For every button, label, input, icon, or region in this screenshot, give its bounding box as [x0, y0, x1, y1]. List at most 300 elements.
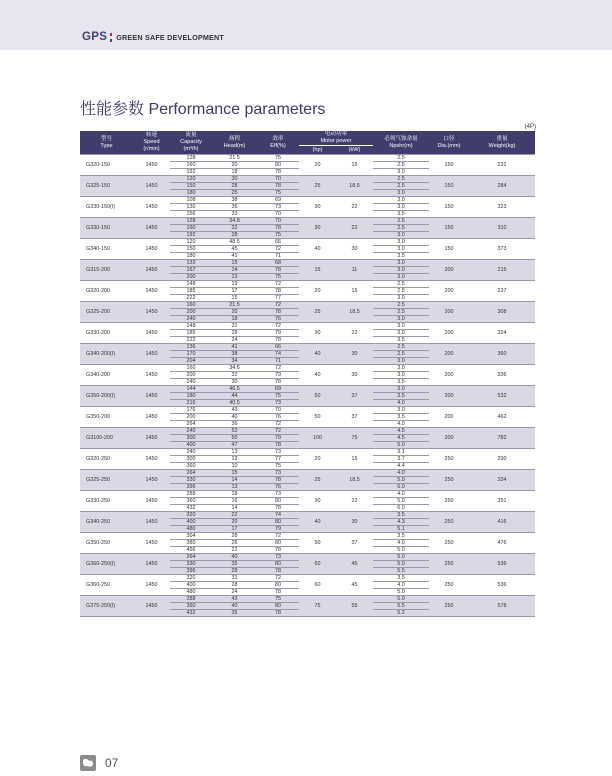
weight-cell: 782: [469, 428, 535, 449]
header-kw: (kW): [336, 146, 373, 155]
header-diameter: 口径 Dia.(mm): [429, 131, 469, 155]
head-cell: 45: [212, 246, 257, 253]
npshr-cell: 3.5: [373, 393, 429, 400]
hp-cell: 30: [299, 491, 336, 512]
npshr-cell: 3.0: [373, 330, 429, 337]
speed-cell: 1450: [133, 491, 170, 512]
efficiency-cell: 72: [257, 421, 299, 428]
head-cell: 24: [212, 337, 257, 344]
speed-cell: 1450: [133, 281, 170, 302]
table-row: [80, 176, 535, 183]
kw-cell: 18.5: [336, 470, 373, 491]
npshr-cell: 2.5: [373, 309, 429, 316]
speed-cell: 1450: [133, 323, 170, 344]
capacity-cell: 160: [170, 365, 212, 372]
efficiency-cell: 79: [257, 435, 299, 442]
npshr-cell: 2.5: [373, 162, 429, 169]
efficiency-cell: 78: [257, 337, 299, 344]
model-cell: G360-250: [80, 575, 133, 596]
diameter-cell: 200: [429, 407, 469, 428]
efficiency-cell: 79: [257, 330, 299, 337]
hp-cell: 30: [299, 218, 336, 239]
kw-cell: 22: [336, 197, 373, 218]
kw-cell: 75: [336, 428, 373, 449]
efficiency-cell: 75: [257, 463, 299, 470]
efficiency-cell: 78: [257, 169, 299, 176]
head-cell: 47: [212, 442, 257, 449]
speed-cell: 1450: [133, 596, 170, 617]
capacity-cell: 222: [170, 337, 212, 344]
weight-cell: 532: [469, 386, 535, 407]
head-cell: 28: [212, 582, 257, 589]
npshr-cell: 3.5: [373, 533, 429, 540]
hp-cell: 30: [299, 323, 336, 344]
efficiency-cell: 75: [257, 393, 299, 400]
npshr-cell: 3.0: [373, 386, 429, 393]
diameter-cell: 150: [429, 197, 469, 218]
hp-cell: 60: [299, 575, 336, 596]
capacity-cell: 180: [170, 190, 212, 197]
table-row: [80, 344, 535, 351]
head-cell: 19: [212, 281, 257, 288]
efficiency-cell: 73: [257, 400, 299, 407]
npshr-cell: 2.5: [373, 176, 429, 183]
efficiency-cell: 78: [257, 568, 299, 575]
head-cell: 40: [212, 414, 257, 421]
model-cell: G375-250(I): [80, 596, 133, 617]
weight-cell: 237: [469, 281, 535, 302]
efficiency-cell: 78: [257, 505, 299, 512]
head-cell: 13: [212, 274, 257, 281]
head-cell: 28: [212, 533, 257, 540]
capacity-cell: 160: [170, 225, 212, 232]
table-row: [80, 302, 535, 309]
efficiency-cell: 72: [257, 323, 299, 330]
capacity-cell: 200: [170, 372, 212, 379]
header-model: 型号 Type: [80, 131, 133, 155]
head-cell: 22: [212, 547, 257, 554]
model-cell: G325-150: [80, 176, 133, 197]
hp-cell: 20: [299, 155, 336, 176]
head-cell: 15: [212, 295, 257, 302]
efficiency-cell: 76: [257, 316, 299, 323]
hp-cell: 60: [299, 554, 336, 575]
head-cell: 21.5: [212, 155, 257, 162]
table-row: [80, 575, 535, 582]
npshr-cell: 3.0: [373, 372, 429, 379]
diameter-cell: 250: [429, 533, 469, 554]
diameter-cell: 250: [429, 512, 469, 533]
model-cell: G350-200: [80, 407, 133, 428]
kw-cell: 15: [336, 449, 373, 470]
diameter-cell: 150: [429, 239, 469, 260]
npshr-cell: 5.0: [373, 442, 429, 449]
efficiency-cell: 78: [257, 309, 299, 316]
weight-cell: 373: [469, 239, 535, 260]
hp-cell: 50: [299, 407, 336, 428]
npshr-cell: 3.0: [373, 295, 429, 302]
efficiency-cell: 75: [257, 190, 299, 197]
head-cell: 25: [212, 190, 257, 197]
efficiency-cell: 73: [257, 491, 299, 498]
capacity-cell: 160: [170, 302, 212, 309]
capacity-cell: 360: [170, 463, 212, 470]
efficiency-cell: 76: [257, 484, 299, 491]
npshr-cell: 4.3: [373, 519, 429, 526]
efficiency-cell: 72: [257, 533, 299, 540]
speed-cell: 1450: [133, 239, 170, 260]
npshr-cell: 3.0: [373, 239, 429, 246]
speed-cell: 1450: [133, 197, 170, 218]
weight-cell: 336: [469, 365, 535, 386]
weight-cell: 536: [469, 554, 535, 575]
kw-cell: 18.5: [336, 176, 373, 197]
weight-cell: 308: [469, 302, 535, 323]
kw-cell: 37: [336, 407, 373, 428]
capacity-cell: 167: [170, 267, 212, 274]
npshr-cell: 3.7: [373, 456, 429, 463]
table-row: [80, 197, 535, 204]
speed-cell: 1450: [133, 386, 170, 407]
npshr-cell: 2.5: [373, 351, 429, 358]
efficiency-cell: 79: [257, 372, 299, 379]
efficiency-cell: 66: [257, 344, 299, 351]
hp-cell: 100: [299, 428, 336, 449]
capacity-cell: 480: [170, 589, 212, 596]
capacity-cell: 200: [170, 274, 212, 281]
page-number: 07: [105, 756, 119, 770]
table-row: [80, 323, 535, 330]
model-cell: G340-200: [80, 365, 133, 386]
npshr-cell: 4.5: [373, 428, 429, 435]
head-cell: 14: [212, 477, 257, 484]
capacity-cell: 264: [170, 421, 212, 428]
table-row: [80, 218, 535, 225]
hp-cell: 40: [299, 365, 336, 386]
table-row: [80, 365, 535, 372]
kw-cell: 30: [336, 344, 373, 365]
header-efficiency: 效率 Eff(%): [257, 131, 299, 155]
npshr-cell: 2.5: [373, 225, 429, 232]
efficiency-cell: 70: [257, 211, 299, 218]
capacity-cell: 304: [170, 533, 212, 540]
page-title: 性能参数 Performance parameters: [80, 101, 326, 118]
efficiency-cell: 80: [257, 498, 299, 505]
efficiency-cell: 77: [257, 295, 299, 302]
efficiency-cell: 75: [257, 274, 299, 281]
header-speed: 转速 Speed (r/min): [133, 131, 170, 155]
efficiency-cell: 70: [257, 218, 299, 225]
speed-cell: 1450: [133, 575, 170, 596]
capacity-cell: 192: [170, 169, 212, 176]
efficiency-cell: 75: [257, 155, 299, 162]
capacity-cell: 264: [170, 554, 212, 561]
efficiency-cell: 76: [257, 414, 299, 421]
npshr-cell: 3.0: [373, 323, 429, 330]
capacity-cell: 240: [170, 428, 212, 435]
model-cell: G340-200(I): [80, 344, 133, 365]
weight-cell: 476: [469, 533, 535, 554]
npshr-cell: 6.0: [373, 484, 429, 491]
head-cell: 41: [212, 253, 257, 260]
capacity-cell: 400: [170, 519, 212, 526]
weight-cell: 324: [469, 323, 535, 344]
npshr-cell: 3.0: [373, 260, 429, 267]
kw-cell: 30: [336, 512, 373, 533]
efficiency-cell: 71: [257, 358, 299, 365]
npshr-cell: 3.0: [373, 246, 429, 253]
npshr-cell: 5.0: [373, 498, 429, 505]
head-cell: 32: [212, 225, 257, 232]
head-cell: 40: [212, 603, 257, 610]
npshr-cell: 3.0: [373, 267, 429, 274]
efficiency-cell: 66: [257, 239, 299, 246]
npshr-cell: 3.0: [373, 274, 429, 281]
head-cell: 28: [212, 330, 257, 337]
kw-cell: 30: [336, 239, 373, 260]
table-row: [80, 533, 535, 540]
diameter-cell: 250: [429, 470, 469, 491]
head-cell: 38: [212, 197, 257, 204]
npshr-cell: 5.2: [373, 610, 429, 617]
npshr-cell: 2.5: [373, 288, 429, 295]
efficiency-cell: 78: [257, 610, 299, 617]
head-cell: 21.5: [212, 302, 257, 309]
efficiency-cell: 72: [257, 365, 299, 372]
efficiency-cell: 70: [257, 407, 299, 414]
kw-cell: 55: [336, 596, 373, 617]
npshr-cell: 6.0: [373, 505, 429, 512]
performance-table-body: [80, 155, 535, 617]
capacity-cell: 396: [170, 484, 212, 491]
weight-cell: 536: [469, 575, 535, 596]
diameter-cell: 150: [429, 176, 469, 197]
hp-cell: 25: [299, 470, 336, 491]
speed-cell: 1450: [133, 302, 170, 323]
speed-cell: 1450: [133, 344, 170, 365]
capacity-cell: 180: [170, 393, 212, 400]
efficiency-cell: 78: [257, 477, 299, 484]
capacity-cell: 264: [170, 470, 212, 477]
npshr-cell: 3.0: [373, 358, 429, 365]
npshr-cell: 4.4: [373, 463, 429, 470]
hp-cell: 50: [299, 386, 336, 407]
table-row: [80, 407, 535, 414]
efficiency-cell: 78: [257, 183, 299, 190]
hp-cell: 40: [299, 239, 336, 260]
efficiency-cell: 78: [257, 547, 299, 554]
npshr-cell: 3.0: [373, 232, 429, 239]
head-cell: 15: [212, 470, 257, 477]
head-cell: 43: [212, 407, 257, 414]
table-row: [80, 554, 535, 561]
head-cell: 36: [212, 421, 257, 428]
brand-logo: [82, 31, 224, 43]
capacity-cell: 148: [170, 323, 212, 330]
efficiency-cell: 72: [257, 281, 299, 288]
weight-cell: 284: [469, 176, 535, 197]
model-cell: G330-200: [80, 323, 133, 344]
model-cell: G320-250: [80, 449, 133, 470]
efficiency-cell: 72: [257, 246, 299, 253]
hp-cell: 50: [299, 533, 336, 554]
model-cell: G340-250: [80, 512, 133, 533]
efficiency-cell: 75: [257, 232, 299, 239]
efficiency-cell: 73: [257, 554, 299, 561]
npshr-cell: 4.0: [373, 421, 429, 428]
kw-cell: 11: [336, 260, 373, 281]
model-cell: G350-200(I): [80, 386, 133, 407]
weight-cell: 462: [469, 407, 535, 428]
model-cell: G325-250: [80, 470, 133, 491]
efficiency-cell: 78: [257, 225, 299, 232]
head-cell: 28: [212, 568, 257, 575]
npshr-cell: 5.0: [373, 589, 429, 596]
npshr-cell: 5.0: [373, 554, 429, 561]
efficiency-cell: 73: [257, 204, 299, 211]
model-cell: G325-200: [80, 302, 133, 323]
capacity-cell: 222: [170, 295, 212, 302]
hp-cell: 25: [299, 302, 336, 323]
npshr-cell: 5.0: [373, 477, 429, 484]
pole-note: (4P): [524, 124, 536, 130]
npshr-cell: 3.1: [373, 449, 429, 456]
capacity-cell: 330: [170, 477, 212, 484]
header-weight: 重量 Weight(kg): [469, 131, 535, 155]
speed-cell: 1450: [133, 449, 170, 470]
efficiency-cell: 75: [257, 596, 299, 603]
npshr-cell: 3.5: [373, 337, 429, 344]
npshr-cell: 3.5: [373, 575, 429, 582]
table-row: [80, 428, 535, 435]
npshr-cell: 2.5: [373, 281, 429, 288]
head-cell: 24: [212, 589, 257, 596]
efficiency-cell: 74: [257, 512, 299, 519]
capacity-cell: 330: [170, 561, 212, 568]
header-motor-power: 电动功率 Motor power: [299, 131, 373, 146]
npshr-cell: 3.0: [373, 169, 429, 176]
speed-cell: 1450: [133, 554, 170, 575]
table-row: [80, 470, 535, 477]
logo-mark-icon: [110, 33, 112, 42]
efficiency-cell: 72: [257, 428, 299, 435]
head-cell: 31: [212, 575, 257, 582]
npshr-cell: 2.5: [373, 155, 429, 162]
table-row: [80, 239, 535, 246]
head-cell: 36: [212, 204, 257, 211]
diameter-cell: 150: [429, 155, 469, 176]
capacity-cell: 240: [170, 316, 212, 323]
speed-cell: 1450: [133, 260, 170, 281]
head-cell: 17: [212, 526, 257, 533]
head-cell: 20: [212, 309, 257, 316]
head-cell: 50: [212, 435, 257, 442]
diameter-cell: 250: [429, 596, 469, 617]
capacity-cell: 432: [170, 610, 212, 617]
capacity-cell: 240: [170, 379, 212, 386]
weight-cell: 323: [469, 197, 535, 218]
efficiency-cell: 70: [257, 176, 299, 183]
npshr-cell: 2.5: [373, 302, 429, 309]
head-cell: 13: [212, 484, 257, 491]
head-cell: 17: [212, 288, 257, 295]
kw-cell: 22: [336, 491, 373, 512]
weight-cell: 290: [469, 449, 535, 470]
head-cell: 52: [212, 428, 257, 435]
head-cell: 40.5: [212, 400, 257, 407]
npshr-cell: 4.5: [373, 435, 429, 442]
efficiency-cell: 78: [257, 267, 299, 274]
head-cell: 28: [212, 183, 257, 190]
hp-cell: 40: [299, 512, 336, 533]
npshr-cell: 3.5: [373, 379, 429, 386]
weight-cell: 360: [469, 344, 535, 365]
weight-cell: 416: [469, 512, 535, 533]
model-cell: G3100-200: [80, 428, 133, 449]
kw-cell: 22: [336, 218, 373, 239]
weight-cell: 351: [469, 491, 535, 512]
npshr-cell: 3.0: [373, 197, 429, 204]
hp-cell: 15: [299, 260, 336, 281]
capacity-cell: 300: [170, 435, 212, 442]
header-capacity: 流量 Capacity (m³/h): [170, 131, 212, 155]
npshr-cell: 2.5: [373, 218, 429, 225]
capacity-cell: 130: [170, 204, 212, 211]
npshr-cell: 3.0: [373, 204, 429, 211]
logo-main-text: GPS: [82, 31, 108, 43]
head-cell: 28: [212, 232, 257, 239]
model-cell: G315-200: [80, 260, 133, 281]
efficiency-cell: 73: [257, 449, 299, 456]
weight-cell: 334: [469, 470, 535, 491]
diameter-cell: 200: [429, 323, 469, 344]
npshr-cell: 3.5: [373, 253, 429, 260]
head-cell: 18: [212, 169, 257, 176]
kw-cell: 15: [336, 155, 373, 176]
head-cell: 34.8: [212, 218, 257, 225]
speed-cell: 1450: [133, 365, 170, 386]
head-cell: 10: [212, 463, 257, 470]
capacity-cell: 128: [170, 155, 212, 162]
diameter-cell: 200: [429, 260, 469, 281]
diameter-cell: 200: [429, 428, 469, 449]
head-cell: 30: [212, 379, 257, 386]
capacity-cell: 160: [170, 162, 212, 169]
header-head: 扬程 Head(m): [212, 131, 257, 155]
capacity-cell: 200: [170, 309, 212, 316]
head-cell: 32: [212, 372, 257, 379]
npshr-cell: 4.0: [373, 400, 429, 407]
head-cell: 33: [212, 211, 257, 218]
efficiency-cell: 80: [257, 603, 299, 610]
head-cell: 38: [212, 351, 257, 358]
head-cell: 31: [212, 323, 257, 330]
capacity-cell: 133: [170, 260, 212, 267]
capacity-cell: 185: [170, 330, 212, 337]
head-cell: 30: [212, 176, 257, 183]
npshr-cell: 5.0: [373, 561, 429, 568]
head-cell: 22: [212, 512, 257, 519]
head-cell: 26: [212, 540, 257, 547]
head-cell: 34.6: [212, 365, 257, 372]
capacity-cell: 204: [170, 358, 212, 365]
head-cell: 46.5: [212, 386, 257, 393]
capacity-cell: 480: [170, 526, 212, 533]
npshr-cell: 3.0: [373, 365, 429, 372]
speed-cell: 1450: [133, 218, 170, 239]
npshr-cell: 4.0: [373, 582, 429, 589]
head-cell: 44: [212, 393, 257, 400]
